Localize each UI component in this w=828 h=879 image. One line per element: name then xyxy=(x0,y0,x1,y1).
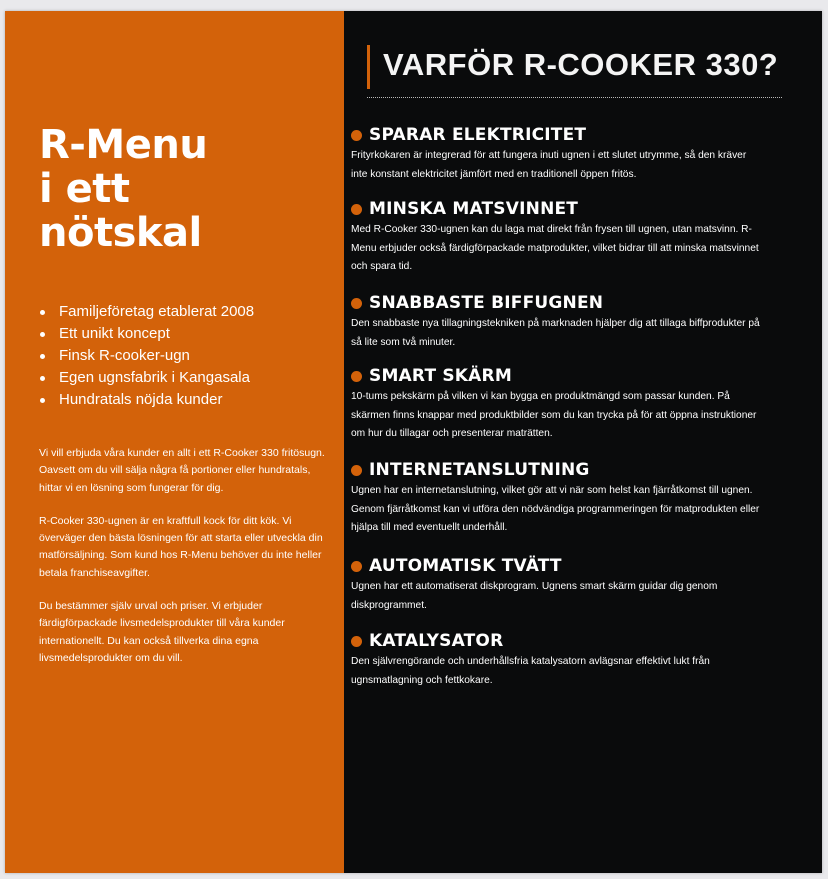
bullet-item: Egen ugnsfabrik i Kangasala xyxy=(39,367,332,389)
section-internet xyxy=(351,458,763,538)
section-title: MINSKA MATSVINNET xyxy=(369,199,579,219)
section-title: SMART SKÄRM xyxy=(369,366,512,386)
section-food-waste xyxy=(351,197,763,277)
section-title: KATALYSATOR xyxy=(369,631,504,651)
intro-paragraph: Vi vill erbjuda våra kunder en allt i ett R-Cooker 330 fritösugn. Oavsett om du vill sälja några få portioner eller hundratals, hittar vi en lösning som fungerar för dig. xyxy=(39,447,325,494)
section-body: Frityrkokaren är integrerad för att fungera inuti ugnen i ett slutet utrymme, så den kräver inte konstant elektricitet jämfört med en traditionell öppen fritös. xyxy=(351,150,747,180)
section-body: Den snabbaste nya tillagningstekniken på marknaden hjälper dig att tillaga biffprodukter på så lite som två minuter. xyxy=(351,318,760,348)
section-title: AUTOMATISK TVÄTT xyxy=(369,556,562,576)
feature-bullet-list xyxy=(39,301,332,411)
title-block xyxy=(367,43,782,98)
headline-line-3: nötskal xyxy=(39,210,202,256)
orange-bullet-icon xyxy=(351,465,362,476)
section-smart-screen xyxy=(351,364,763,444)
right-panel xyxy=(344,11,822,873)
orange-bullet-icon xyxy=(351,561,362,572)
section-electricity xyxy=(351,123,763,184)
section-heading xyxy=(351,554,763,578)
bullet-item: Ett unikt koncept xyxy=(39,323,332,345)
section-title: SNABBASTE BIFFUGNEN xyxy=(369,293,604,313)
section-catalyst xyxy=(351,629,763,690)
section-heading xyxy=(351,291,763,315)
headline-line-2: i ett xyxy=(39,166,130,212)
headline xyxy=(39,123,332,255)
section-body: 10-tums pekskärm på vilken vi kan bygga en produktmängd som passar kunden. På skärmen finns knappar med produktbilder som du kan trycka på för att öppna instruktioner om hur du tillagar och presenterar maträtten. xyxy=(351,391,757,440)
title-accent-bar xyxy=(367,45,370,89)
orange-bullet-icon xyxy=(351,204,362,215)
section-body: Ugnen har ett automatiserat diskprogram. Ugnens smart skärm guidar dig genom diskprogrammet. xyxy=(351,581,718,611)
section-fastest-oven xyxy=(351,291,763,352)
orange-bullet-icon xyxy=(351,371,362,382)
bullet-item: Familjeföretag etablerat 2008 xyxy=(39,301,332,323)
page-title: VARFÖR R-COOKER 330? xyxy=(383,47,779,82)
section-heading xyxy=(351,123,763,147)
section-title: SPARAR ELEKTRICITET xyxy=(369,125,587,145)
bullet-item: Hundratals nöjda kunder xyxy=(39,389,332,411)
section-body: Den självrengörande och underhållsfria katalysatorn avlägsnar effektivt lukt från ugnsmatlagning och fettkokare. xyxy=(351,656,710,686)
section-heading xyxy=(351,458,763,482)
section-title: INTERNETANSLUTNING xyxy=(369,460,590,480)
section-body: Ugnen har en internetanslutning, vilket gör att vi när som helst kan fjärråtkomst till ugnen. Genom fjärråtkomst kan vi utföra den nödvändiga programmeringen för matprodukten eller hjälpa till med eventuellt underhåll. xyxy=(351,485,760,534)
orange-bullet-icon xyxy=(351,298,362,309)
brochure-page xyxy=(5,11,822,873)
section-heading xyxy=(351,197,763,221)
left-panel xyxy=(5,11,344,873)
oven-paragraph: R-Cooker 330-ugnen är en kraftfull kock för ditt kök. Vi överväger den bästa lösningen för att starta eller utveckla din matförsäljning. Som kund hos R-Menu behöver du inte heller betala franchiseavgifter. xyxy=(39,514,323,579)
pricing-paragraph: Du bestämmer själv urval och priser. Vi erbjuder färdigförpackade livsmedelsprodukter till våra kunder internationellt. Du kan också tillverka dina egna livsmedelsprodukter om du vill. xyxy=(39,600,285,664)
section-heading xyxy=(351,364,763,388)
orange-bullet-icon xyxy=(351,636,362,647)
headline-line-1: R-Menu xyxy=(39,122,208,168)
section-body: Med R-Cooker 330-ugnen kan du laga mat direkt från frysen till ugnen, utan matsvinn. R-Menu erbjuder också färdigförpackade matprodukter, vilket bidrar till att minska matsvinnet och spara tid. xyxy=(351,224,759,273)
section-heading xyxy=(351,629,763,653)
section-auto-wash xyxy=(351,554,763,615)
orange-bullet-icon xyxy=(351,130,362,141)
bullet-item: Finsk R-cooker-ugn xyxy=(39,345,332,367)
